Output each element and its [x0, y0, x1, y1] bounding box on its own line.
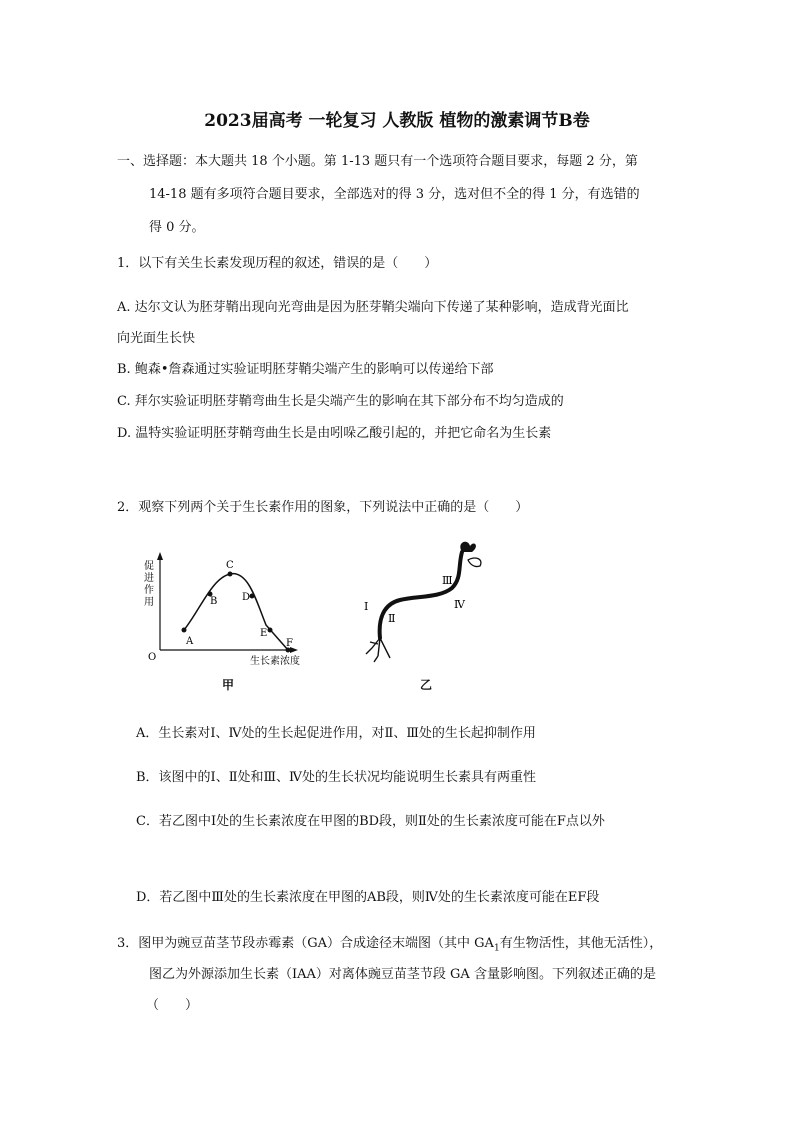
q3-stem-line-2: 图乙为外源添加生长素（IAA）对离体豌豆苗茎节段 GA 含量影响图。下列叙述正确的是	[149, 967, 656, 982]
seedling-leaf-top	[460, 542, 476, 552]
q2-option-b: B．该图中的Ⅰ、Ⅱ处和Ⅲ、Ⅳ处的生长状况均能说明生长素具有两重性	[136, 770, 537, 785]
y-label-char-1: 促	[144, 561, 154, 572]
label-ii: Ⅱ	[388, 612, 396, 625]
q1-option-c: C. 拜尔实验证明胚芽鞘弯曲生长是尖端产生的影响在其下部分布不均匀造成的	[117, 394, 564, 409]
point-c-label: C	[226, 560, 234, 571]
response-curve	[184, 574, 288, 650]
label-iii: Ⅲ	[442, 574, 453, 587]
y-label-char-2: 进	[144, 573, 154, 584]
page-title: 2023届高考 一轮复习 人教版 植物的激素调节B卷	[204, 111, 590, 131]
point-c	[228, 572, 233, 577]
section-instructions-line-1: 一、选择题：本大题共 18 个小题。第 1-13 题只有一个选项符合题目要求，每题 2 分，第	[117, 154, 638, 169]
seedling-stem	[380, 552, 462, 638]
q3-stem-line-3: （ ）	[146, 998, 199, 1013]
label-i: Ⅰ	[364, 600, 369, 613]
point-f-label: F	[286, 638, 293, 649]
point-e	[268, 628, 273, 633]
q2-option-a: A．生长素对Ⅰ、Ⅳ处的生长起促进作用，对Ⅱ、Ⅲ处的生长起抑制作用	[136, 726, 536, 741]
seedling-roots	[366, 638, 390, 662]
y-label-char-4: 用	[144, 597, 154, 608]
q2-option-c: C．若乙图中Ⅰ处的生长素浓度在甲图的BD段，则Ⅱ处的生长素浓度可能在F点以外	[136, 814, 605, 829]
q3-stem-subscript: 1	[493, 943, 500, 954]
q2-option-d: D．若乙图中Ⅲ处的生长素浓度在甲图的AB段，则Ⅳ处的生长素浓度可能在EF段	[136, 890, 600, 905]
label-iv: Ⅳ	[454, 598, 465, 611]
section-instructions-line-2: 14-18 题有多项符合题目要求，全部选对的得 3 分，选对但不全的得 1 分，有选错的	[149, 187, 640, 202]
q2-stem: 2．观察下列两个关于生长素作用的图象，下列说法中正确的是（ ）	[117, 500, 529, 515]
figure-yi	[350, 538, 500, 668]
q3-stem-part-1: 3．图甲为豌豆苗茎节段赤霉素（GA）合成途径末端图（其中 GA	[117, 936, 494, 951]
seedling-leaf-side	[468, 558, 481, 567]
q1-stem: 1．以下有关生长素发现历程的叙述，错误的是（ ）	[117, 256, 438, 271]
x-axis-label: 生长素浓度	[250, 656, 300, 667]
y-axis-arrow	[157, 552, 163, 560]
point-a	[182, 628, 187, 633]
point-d	[250, 594, 255, 599]
point-a-label: A	[186, 636, 194, 647]
y-label-char-3: 作	[144, 585, 154, 596]
q1-option-b: B. 鲍森•詹森通过实验证明胚芽鞘尖端产生的影响可以传递给下部	[117, 362, 494, 377]
point-b-label: B	[210, 596, 218, 607]
point-e-label: E	[260, 628, 268, 639]
q1-option-d: D. 温特实验证明胚芽鞘弯曲生长是由吲哚乙酸引起的，并把它命名为生长素	[117, 426, 552, 441]
q1-option-a-line-2: 向光面生长快	[117, 331, 196, 346]
figure-yi-caption: 乙	[420, 678, 433, 692]
q3-stem-part-2: 有生物活性，其他无活性），	[499, 936, 663, 951]
figure-jia	[140, 550, 320, 690]
origin-label: O	[148, 652, 157, 663]
section-instructions-line-3: 得 0 分。	[149, 220, 205, 235]
q3-stem-line-1	[117, 932, 662, 954]
point-d-label: D	[242, 592, 251, 603]
figure-jia-caption: 甲	[222, 678, 235, 692]
q1-option-a-line-1: A. 达尔文认为胚芽鞘出现向光弯曲是因为胚芽鞘尖端向下传递了某种影响，造成背光面比	[117, 300, 629, 315]
